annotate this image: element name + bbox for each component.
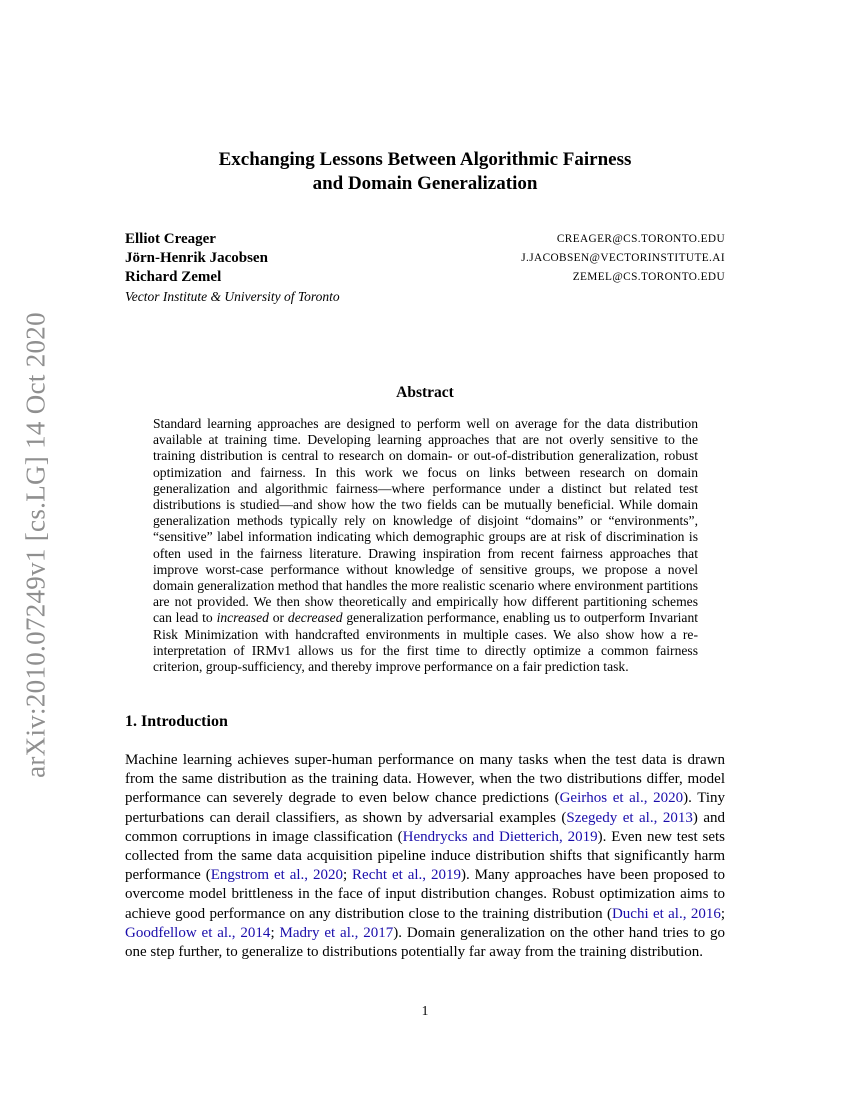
abstract-emphasis-decreased: decreased xyxy=(287,610,343,626)
author-name: Richard Zemel xyxy=(125,269,222,285)
abstract-text: Standard learning approaches are designed to perform well on average for the data distribution available at training time. Developing learning approaches that are not overly sensitive to the training distribution is central to research on domain- or out-of-distribution generalization, robust optimization and fairness. In this work we focus on links between research on domain generalization and algorithmic fairness—where performance under a distinct but related test distributions is studied—and show how the two fields can be mutually beneficial. While domain generalization methods typically rely on knowledge of disjoint “domains” or “environments”, “sensitive” label information indicating which demographic groups are at risk of discrimination is often used in the fairness literature. Drawing inspiration from recent fairness approaches that improve worst-case performance without knowledge of sensitive groups, we propose a novel domain generalization method that handles the more realistic scenario where environment partitions are not provided. We then show theoretically and empirically how different partitioning schemes can lead to xyxy=(153,416,698,626)
author-row xyxy=(125,249,725,268)
author-name: Jörn-Henrik Jacobsen xyxy=(125,250,268,266)
intro-text: ). Even new test sets collected from the same data acquisition pipeline induce distribution shifts that significantly harm performance ( xyxy=(125,828,726,884)
author-email[interactable]: CREAGER@CS.TORONTO.EDU xyxy=(556,233,725,245)
intro-text: ). Tiny perturbations can derail classifiers, as shown by adversarial examples ( xyxy=(125,790,725,826)
author-name: Elliot Creager xyxy=(125,231,216,247)
citation-link[interactable]: Geirhos et al., 2020 xyxy=(559,790,684,807)
arxiv-identifier-stamp: arXiv:2010.07249v1 [cs.LG] 14 Oct 2020 xyxy=(20,312,51,778)
citation-link[interactable]: Engstrom et al., 2020 xyxy=(210,867,343,884)
citation-link[interactable]: Duchi et al., 2016 xyxy=(611,905,721,922)
author-affiliation: Vector Institute & University of Toronto xyxy=(125,289,340,304)
citation-link[interactable]: Madry et al., 2017 xyxy=(279,924,394,941)
paper-title-line-2: and Domain Generalization xyxy=(312,173,538,194)
intro-text: ). Many approaches have been proposed to overcome model brittleness in the face of input distribution changes. Robust optimization aims to achieve good performance on any distribution close to the training distribution ( xyxy=(125,867,725,922)
page-number: 1 xyxy=(421,1003,429,1018)
paper-title-line-1: Exchanging Lessons Between Algorithmic Fairness xyxy=(218,149,632,170)
author-row xyxy=(125,268,725,287)
intro-text: Machine learning achieves super-human performance on many tasks when the test data is drawn from the same distribution as the training data. However, when the two distributions differ, model performance can severely degrade to even below chance predictions ( xyxy=(125,752,725,807)
intro-text: ; xyxy=(342,867,353,884)
paper-title xyxy=(0,148,850,196)
intro-text: ). Domain generalization on the other hand tries to go one step further, to generalize to distributions potentially far away from the training distribution. xyxy=(125,924,725,961)
citation-link[interactable]: Recht et al., 2019 xyxy=(352,867,461,884)
citation-link[interactable]: Szegedy et al., 2013 xyxy=(566,809,693,826)
abstract-paragraph xyxy=(153,416,698,675)
author-row xyxy=(125,230,725,249)
author-email[interactable]: ZEMEL@CS.TORONTO.EDU xyxy=(572,271,725,283)
intro-text: ; xyxy=(720,905,725,922)
author-email[interactable]: J.JACOBSEN@VECTORINSTITUTE.AI xyxy=(521,252,725,264)
intro-text: ; xyxy=(270,924,280,941)
introduction-paragraph xyxy=(125,751,725,962)
citation-link[interactable]: Goodfellow et al., 2014 xyxy=(125,924,271,941)
abstract-text: or xyxy=(268,610,288,626)
abstract-heading: Abstract xyxy=(396,384,454,401)
abstract-emphasis-increased: increased xyxy=(216,610,269,626)
author-block xyxy=(125,230,725,310)
abstract-text: generalization performance, enabling us to outperform Invariant Risk Minimization with handcrafted environments in multiple cases. We also show how a re-interpretation of IRMv1 allows us for the first time to directly optimize a common fairness criterion, group-sufficiency, and thereby improve performance on a fair prediction task. xyxy=(153,610,699,675)
citation-link[interactable]: Hendrycks and Dietterich, 2019 xyxy=(402,828,598,845)
section-heading-introduction: 1. Introduction xyxy=(125,713,228,730)
intro-text: ) and common corruptions in image classification ( xyxy=(125,809,725,845)
